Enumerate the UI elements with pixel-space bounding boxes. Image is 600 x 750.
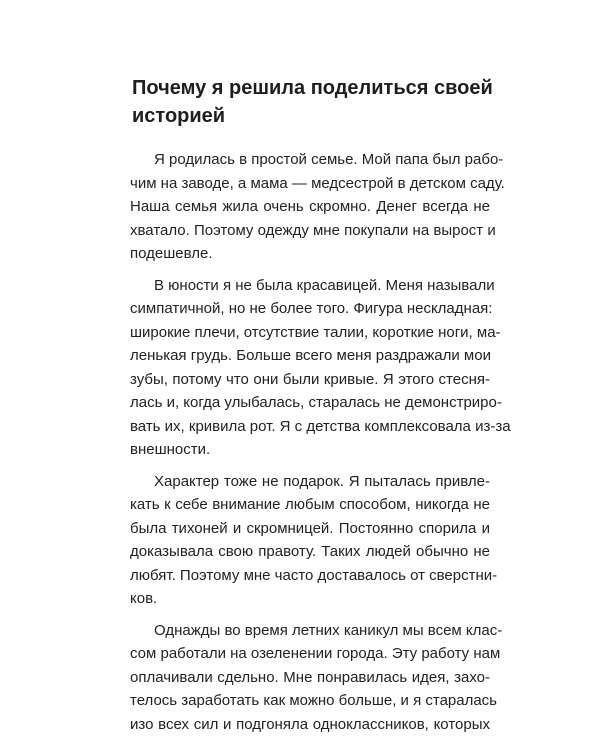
text-line: доказывала свою правоту. Таких людей обычно не <box>130 543 490 560</box>
text-line: сом работали на озеленении города. Эту работу нам <box>130 645 501 662</box>
text-line: широкие плечи, отсутствие талии, короткие ноги, ма- <box>130 323 501 341</box>
text-line: Наша семья жила очень скромно. Денег всегда не <box>130 198 490 215</box>
text-line: хватало. Поэтому одежду мне покупали на вырост и <box>130 221 496 239</box>
paragraph <box>130 619 503 737</box>
paragraph <box>130 274 511 462</box>
text-line: изо всех сил и подгоняла одноклассников, которых <box>130 715 490 733</box>
chapter-title-line: Почему я решила поделиться своей <box>132 77 493 99</box>
paragraph <box>130 470 498 611</box>
text-line: лась и, когда улыбалась, старалась не демонстриро- <box>130 394 502 411</box>
text-line: Однажды во время летних каникул мы всем клас- <box>154 621 503 639</box>
paragraph <box>130 148 505 266</box>
text-line: Характер тоже не подарок. Я пыталась привле- <box>154 472 490 490</box>
text-line: зубы, потому что они были кривые. Я этого стесня- <box>130 370 490 388</box>
text-line: вать их, кривила рот. Я с детства комплексовала из-за <box>130 417 511 435</box>
text-line: ленькая грудь. Больше всего меня раздражали мои <box>130 347 491 364</box>
text-line: внешности. <box>130 441 211 458</box>
text-line: ков. <box>130 590 158 607</box>
chapter-title-line: историей <box>132 105 226 127</box>
text-line: кать к себе внимание любым способом, никогда не <box>130 496 490 513</box>
text-line: любят. Поэтому мне часто доставалось от сверстни- <box>130 566 498 584</box>
text-line: подешевле. <box>130 245 213 262</box>
text-line: оплачивали сдельно. Мне понравилась идея, захо- <box>130 668 490 686</box>
chapter-title <box>132 74 493 130</box>
text-line: В юности я не была красавицей. Меня называли <box>154 276 495 294</box>
text-line: телось заработать как можно больше, и я старалась <box>130 692 498 709</box>
text-line: была тихоней и скромницей. Постоянно спорила и <box>130 519 490 537</box>
text-line: чим на заводе, а мама — медсестрой в детском саду. <box>130 174 505 192</box>
text-line: Я родилась в простой семье. Мой папа был рабо- <box>154 151 504 168</box>
text-line: симпатичной, но не более того. Фигура нескладная: <box>130 300 493 317</box>
chapter-body <box>130 148 511 744</box>
